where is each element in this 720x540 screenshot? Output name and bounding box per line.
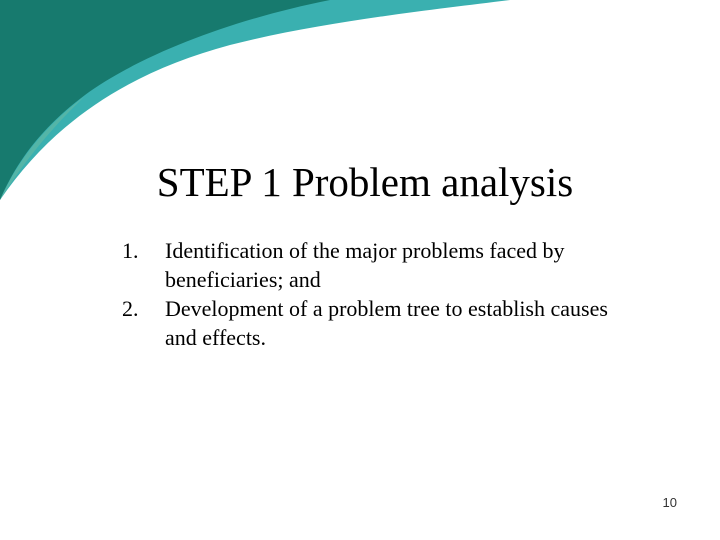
- problem-analysis-list: [122, 236, 642, 352]
- list-item-text: Identification of the major problems faced by beneficiaries; and: [165, 238, 565, 292]
- slide-title: STEP 1 Problem analysis: [156, 159, 574, 205]
- list-item-number: 2.: [122, 296, 139, 321]
- list-item-text: Development of a problem tree to establish causes and effects.: [165, 296, 608, 350]
- list-item: [122, 236, 642, 294]
- page-number: 10: [662, 495, 677, 510]
- list-item-number: 1.: [122, 238, 139, 263]
- list-item: [122, 294, 642, 352]
